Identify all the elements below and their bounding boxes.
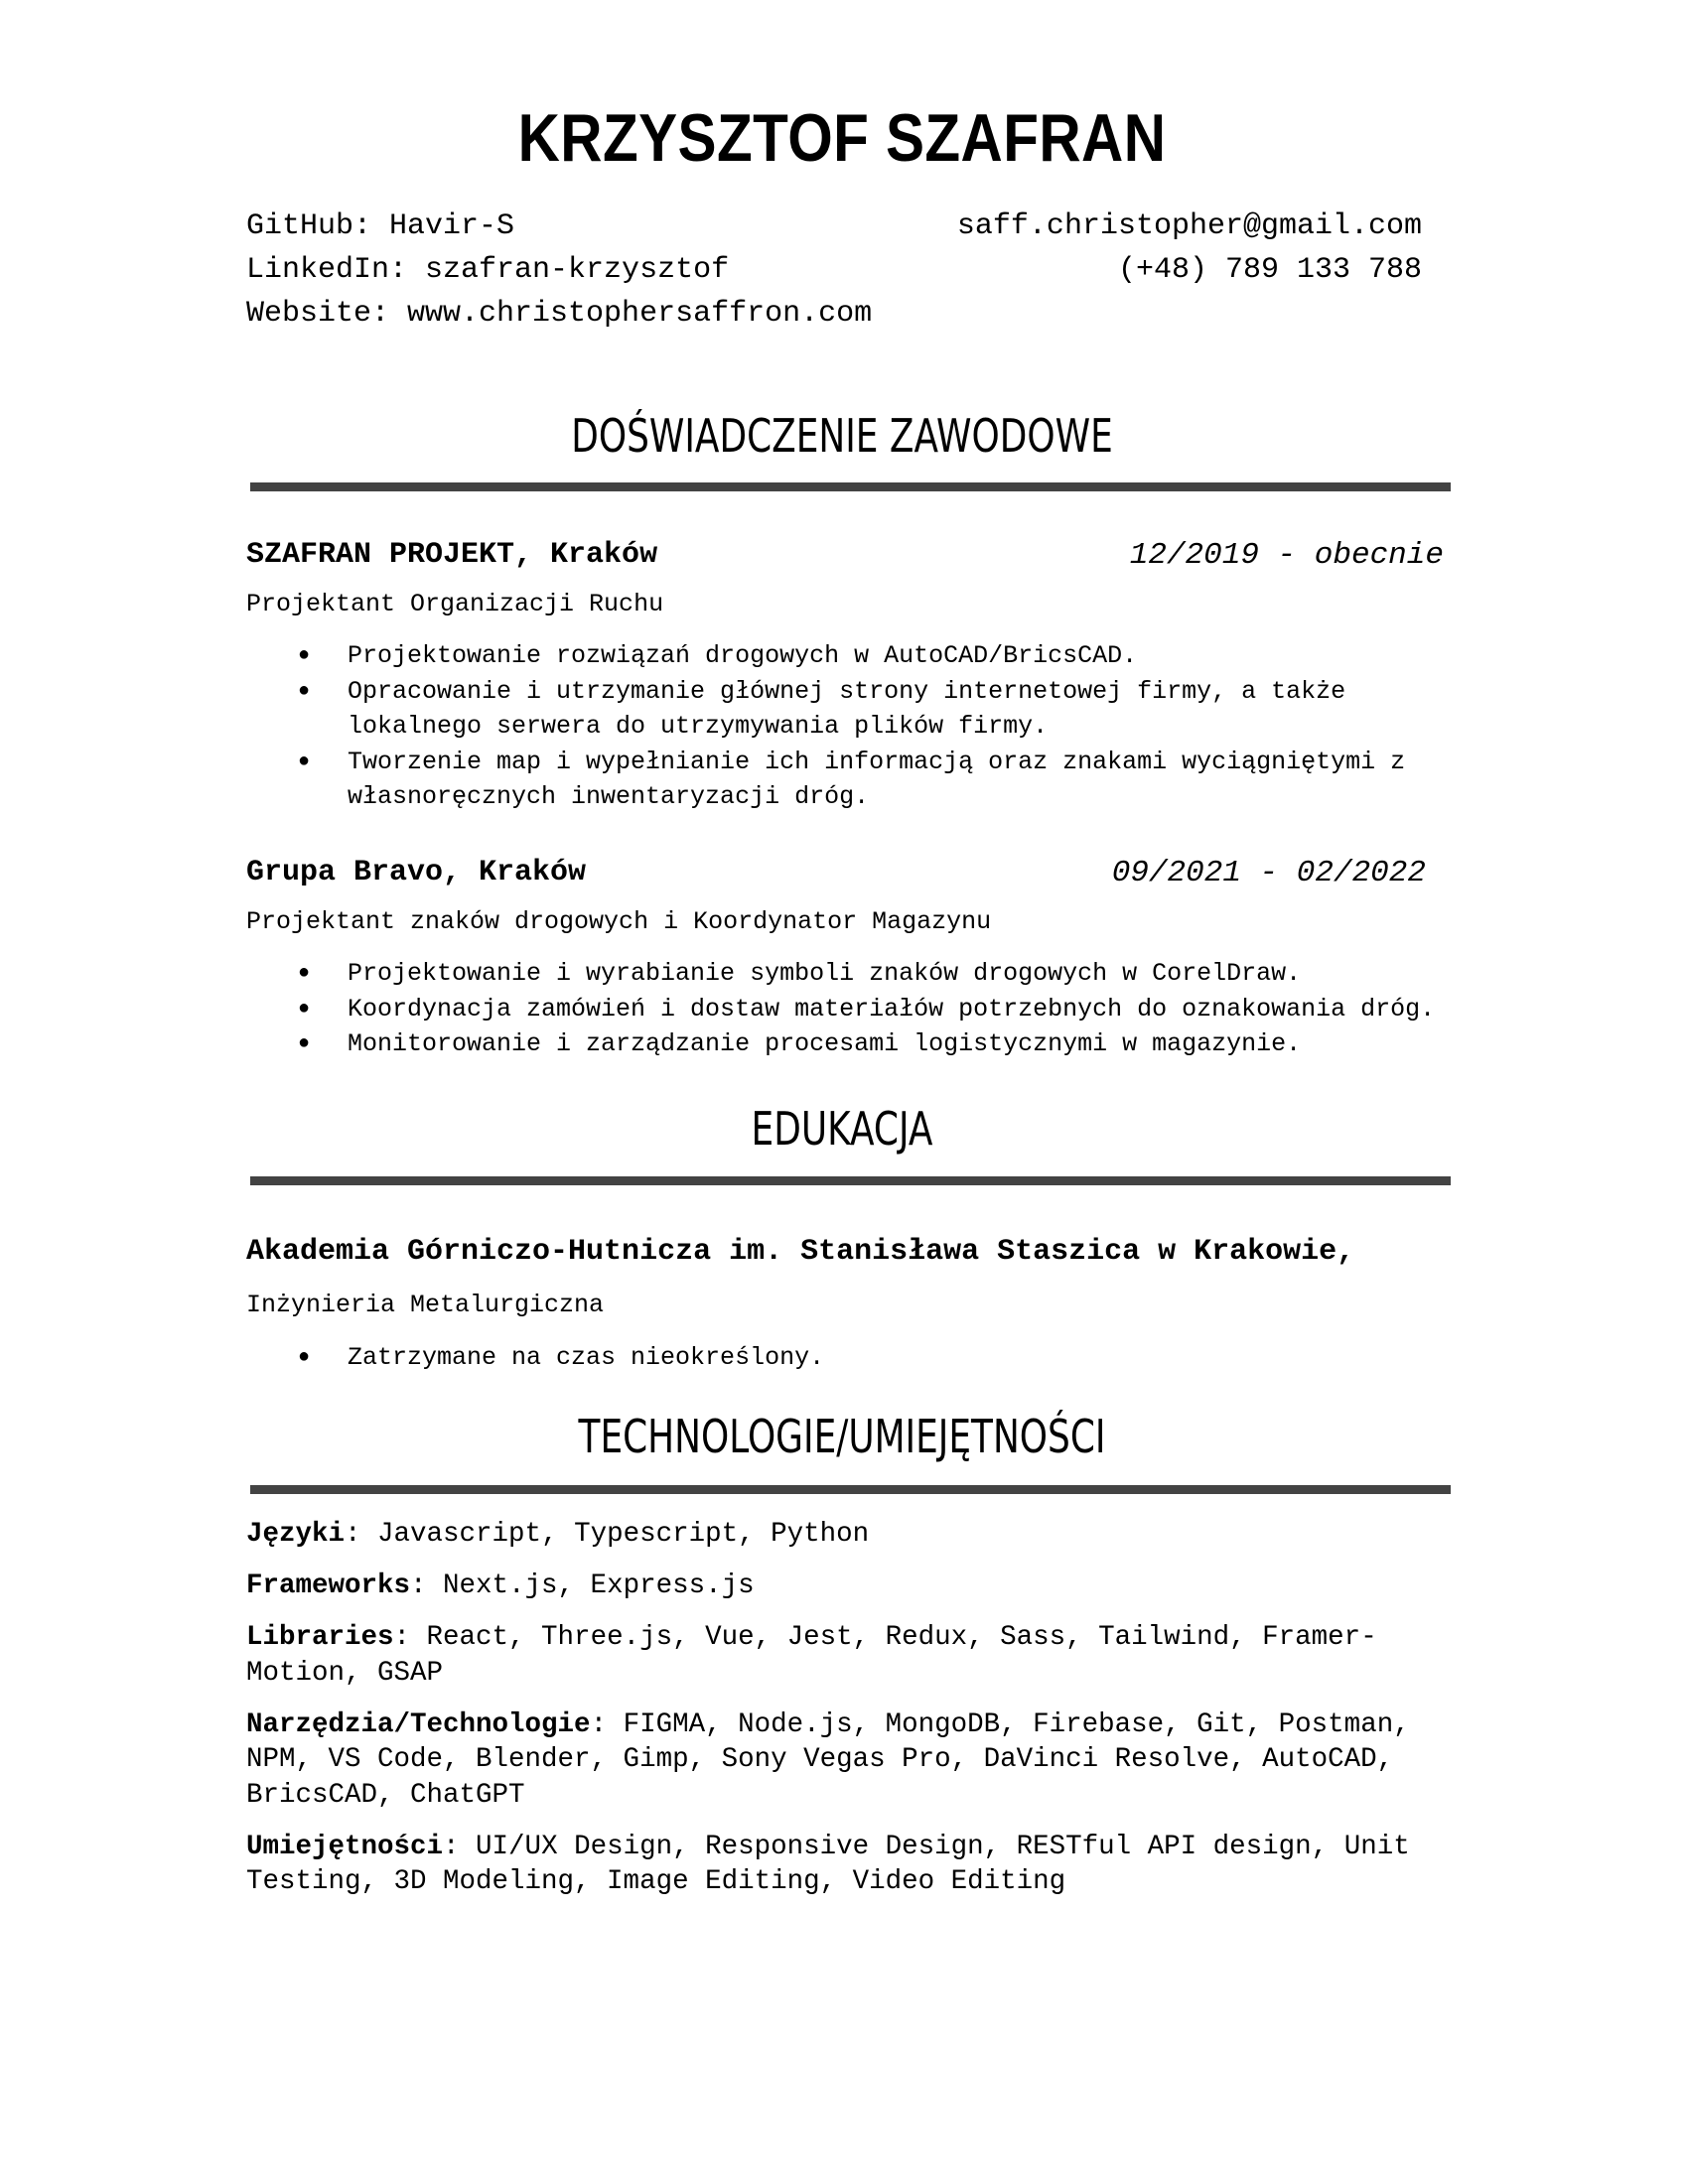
education-heading: EDUKACJA <box>751 1102 933 1156</box>
skill-value: : Javascript, Typescript, Python <box>345 1519 870 1550</box>
skills-heading: TECHNOLOGIE/UMIEJĘTNOŚCI <box>578 1410 1106 1463</box>
list-item: ● Projektowanie i wyrabianie symboli znaków drogowych w CorelDraw. <box>298 956 1450 992</box>
list-item: ● Monitorowanie i zarządzanie procesami logistycznymi w magazynie. <box>298 1026 1450 1062</box>
skill-row <box>246 1517 1448 1553</box>
job-role: Projektant Organizacji Ruchu <box>246 590 664 618</box>
email-link[interactable]: saff.christopher@gmail.com <box>956 209 1422 243</box>
job-bullets <box>298 956 1450 1062</box>
skill-label: Narzędzia/Technologie <box>246 1708 591 1740</box>
section-divider <box>250 482 1451 491</box>
skill-label: Libraries <box>246 1622 394 1653</box>
list-item: ● Zatrzymane na czas nieokreślony. <box>298 1340 1450 1376</box>
skill-value: : FIGMA, Node.js, MongoDB, Firebase, Git, Postman, NPM, VS Code, Blender, Gimp, Sony Vegas Pro, DaVinci Resolve, AutoCAD, BricsCAD, ChatGPT <box>246 1708 1427 1811</box>
job-company: SZAFRAN PROJEKT, Kraków <box>246 538 658 572</box>
list-item: ● Tworzenie map i wypełnianie ich informacją oraz znakami wyciągniętymi z własnoręcznych inwentaryzacji dróg. <box>298 745 1450 815</box>
experience-heading: DOŚWIADCZENIE ZAWODOWE <box>571 409 1113 463</box>
job-dates: 09/2021 - 02/2022 <box>1111 856 1426 890</box>
job-role: Projektant znaków drogowych i Koordynator Magazynu <box>246 907 992 936</box>
phone-number: (+48) 789 133 788 <box>1117 253 1422 287</box>
candidate-name: KRZYSZTOF SZAFRAN <box>517 100 1167 176</box>
skill-value: : Next.js, Express.js <box>410 1570 755 1601</box>
study-field: Inżynieria Metalurgiczna <box>246 1291 605 1319</box>
list-item: ● Projektowanie rozwiązań drogowych w AutoCAD/BricsCAD. <box>298 638 1450 674</box>
skill-value: : UI/UX Design, Responsive Design, RESTful API design, Unit Testing, 3D Modeling, Image Editing, Video Editing <box>246 1831 1427 1897</box>
skill-row <box>246 1830 1448 1900</box>
skill-label: Języki <box>246 1519 346 1550</box>
job-bullets <box>298 638 1450 815</box>
section-divider <box>250 1485 1451 1494</box>
job-company: Grupa Bravo, Kraków <box>246 856 587 889</box>
list-item: ● Opracowanie i utrzymanie głównej strony internetowej firmy, a także lokalnego serwera do utrzymywania plików firmy. <box>298 674 1450 745</box>
skills-list <box>246 1517 1448 1916</box>
job-dates: 12/2019 - obecnie <box>1129 538 1444 573</box>
skill-label: Umiejętności <box>246 1831 444 1862</box>
section-divider <box>250 1176 1451 1185</box>
contact-details <box>957 205 1422 292</box>
skill-row <box>246 1569 1448 1604</box>
skill-row <box>246 1707 1448 1814</box>
skill-label: Frameworks <box>246 1570 411 1601</box>
skill-value: : React, Three.js, Vue, Jest, Redux, Sass, Tailwind, Framer-Motion, GSAP <box>246 1622 1377 1689</box>
education-bullets <box>298 1340 1450 1376</box>
linkedin-link[interactable]: LinkedIn: szafran-krzysztof <box>246 253 730 287</box>
list-item: ● Koordynacja zamówień i dostaw materiałów potrzebnych do oznakowania dróg. <box>298 992 1450 1027</box>
skill-row <box>246 1620 1448 1691</box>
github-link[interactable]: GitHub: Havir-S <box>246 209 515 243</box>
resume-page <box>246 0 1444 2184</box>
school-name: Akademia Górniczo-Hutnicza im. Stanisława Staszica w Krakowie, <box>246 1235 1355 1269</box>
website-link[interactable]: Website: www.christophersaffron.com <box>246 297 873 331</box>
contact-links <box>246 205 872 336</box>
